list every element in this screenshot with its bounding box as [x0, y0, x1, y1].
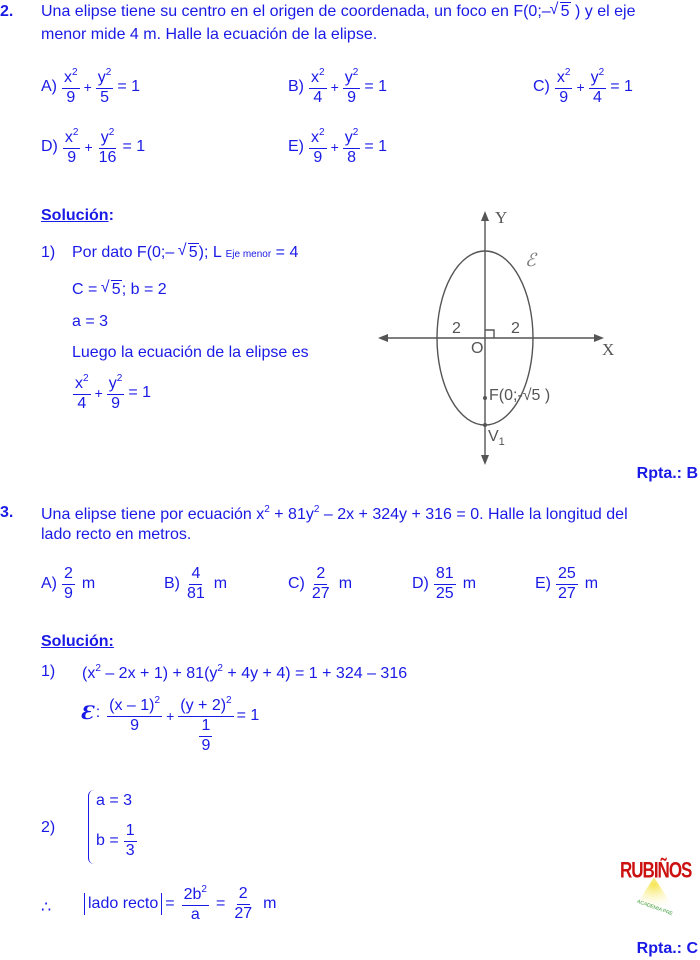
fraction-x-term: $\frac{(x - 1)^2}{9}$: [109, 695, 161, 734]
fraction-x: $\frac{x^2}{9}$: [311, 127, 325, 166]
problem-2-number: 2.: [0, 3, 14, 20]
option-a: [41, 68, 140, 107]
fraction-x: $\frac{x^2}{9}$: [556, 67, 571, 106]
sqrt-symbol: [551, 3, 571, 21]
fraction: $\frac{4}{81}$: [187, 565, 205, 602]
figure-vertex-label: $V_1$: [488, 428, 505, 449]
solution-2-step1: Por dato F(0;– √ 5); L Eje menor = 4: [72, 244, 298, 262]
fraction-y-term: $\frac{(y + 2)^2}{\frac{1}{9}}$: [180, 695, 232, 754]
option-label: E): [288, 138, 304, 156]
sqrt-value: 5: [560, 3, 570, 20]
figure-origin-label: O: [471, 340, 484, 357]
y-arrow-up-icon: [481, 211, 489, 221]
fraction: $\frac{2}{27}$: [234, 885, 253, 922]
statement-text: Una elipse tiene su centro en el origen de coordenada, un foco en F(0;–: [41, 3, 551, 20]
option-c: C) $\frac{2}{27}$ m: [288, 565, 353, 602]
figure-right-2-label: 2: [511, 320, 520, 337]
problem-3-answer: Rpta.: C: [636, 940, 698, 957]
fraction: $\frac{2}{9}$: [64, 565, 73, 602]
vertex-point: [483, 423, 487, 427]
equals-one: = 1: [117, 78, 140, 96]
fraction-y: $\frac{y^2}{9}$: [108, 373, 123, 412]
solution-2-a-value: a = 3: [72, 313, 109, 330]
fraction-x: $\frac{x^2}{9}$: [64, 127, 79, 166]
solution-3-title: Solución:: [41, 633, 114, 650]
option-label: C): [533, 78, 550, 96]
fraction: $\frac{25}{27}$: [558, 565, 576, 602]
fraction-x: $\frac{x^2}{4}$: [75, 373, 89, 412]
statement-text-end: ) y el eje: [575, 3, 636, 20]
option-label: A): [41, 78, 57, 96]
problem-3-number: 3.: [0, 504, 14, 521]
solution-2-luego: Luego la ecuación de la elipse es: [72, 344, 309, 361]
focus-point: [483, 396, 487, 400]
solution-3-step1-label: 1): [41, 663, 56, 680]
problem-2-statement-line1: [41, 3, 636, 21]
fraction-y: $\frac{y^2}{4}$: [590, 67, 605, 106]
figure-y-label: Y: [495, 208, 508, 227]
fraction: $\frac{1}{3}$: [125, 822, 135, 859]
brace-icon: [88, 790, 95, 864]
equals-one: = 1: [128, 384, 151, 402]
fraction: $\frac{81}{25}$: [435, 565, 454, 602]
solution-2-final-equation: [72, 374, 151, 413]
option-a: A) $\frac{2}{9}$ m: [41, 565, 96, 602]
plus-sign: +: [84, 139, 93, 156]
fraction-y: $\frac{y^2}{8}$: [344, 127, 359, 166]
problem-3-statement-line2: lado recto en metros.: [41, 526, 192, 543]
fraction: $\frac{2}{27}$: [311, 565, 330, 602]
figure-curve-label: ℰ: [525, 250, 536, 271]
solution-3-standard-equation: Ɛ : $\frac{(x - 1)^2}{9}$ + $\frac{(y + 2)^2}{\frac{1}{9}}$ = 1: [80, 695, 260, 754]
b-equals: b = $\frac{1}{3}$: [96, 822, 135, 859]
ellipse-symbol: Ɛ: [80, 702, 94, 724]
fraction-y: $\frac{y^2}{9}$: [344, 67, 359, 106]
fraction-x: $\frac{x^2}{4}$: [311, 67, 325, 106]
sqrt-symbol: √ 5: [179, 244, 199, 262]
fraction: $\frac{2b^2}{a}$: [183, 884, 207, 923]
option-b: [288, 68, 387, 107]
plus-sign: +: [94, 385, 103, 402]
equals-one: = 1: [122, 138, 146, 156]
fraction-y: $\frac{y^2}{16}$: [98, 127, 117, 166]
problem-2-answer: Rpta.: B: [636, 465, 698, 482]
y-arrow-down-icon: [481, 455, 489, 465]
equals-one: = 1: [364, 78, 387, 96]
plus-sign: +: [576, 79, 585, 96]
subscript-eje-menor: Eje menor: [225, 249, 272, 260]
x-arrow-left-icon: [378, 334, 388, 342]
solution-2-title: Solución:: [41, 207, 114, 224]
equals-one: = 1: [364, 138, 387, 156]
option-e: E) $\frac{25}{27}$ m: [535, 565, 599, 602]
plus-sign: +: [83, 79, 92, 96]
figure-left-2-label: 2: [452, 320, 461, 337]
sqrt-symbol: √ 5: [102, 281, 122, 299]
solution-3-step2-label: 2): [41, 819, 56, 836]
option-label: D): [41, 138, 58, 156]
solution-2-c-value: C = √ 5; b = 2: [72, 281, 167, 299]
problem-3-statement-line1: Una elipse tiene por ecuación $x^2 + 81y^2 - 2x + 324y + 316 = 0$. Halle la longitud del: [41, 504, 628, 523]
option-d: D) $\frac{81}{25}$ m: [412, 565, 477, 602]
a-equals: a = 3: [96, 792, 133, 809]
option-d: [41, 128, 145, 167]
plus-sign: +: [330, 79, 339, 96]
therefore-symbol: ∴: [41, 899, 52, 916]
logo-subtext: ACADEMIA PRE: [636, 898, 674, 918]
absolute-value: lado recto: [84, 893, 162, 915]
solution-3-step1-equation: $(x^2 - 2x + 1) + 81(y^2 + 4y + 4) = 1 + 324 - 316$: [82, 663, 408, 682]
solution-2-step1-label: 1): [41, 244, 56, 261]
problem-2-statement-line2: menor mide 4 m. Halle la ecuación de la elipse.: [41, 26, 378, 43]
option-b: B) $\frac{4}{81}$ m: [164, 565, 228, 602]
option-e: [288, 128, 387, 167]
option-c: [533, 68, 633, 107]
fraction-x: $\frac{x^2}{9}$: [64, 67, 78, 106]
rubinos-logo: [616, 855, 692, 925]
option-label: B): [288, 78, 304, 96]
fraction-y: $\frac{y^2}{5}$: [97, 67, 112, 106]
right-angle-marker: [485, 330, 494, 338]
plus-sign: +: [330, 139, 339, 156]
lado-recto-result: lado recto = $\frac{2b^2}{a}$ = $\frac{2}{27}$ m: [84, 885, 276, 924]
figure-focus-label: F(0;-√5 ): [489, 387, 551, 404]
figure-x-label: X: [602, 340, 615, 359]
logo-text: RUBIÑOS: [620, 858, 692, 883]
equals-one: = 1: [610, 78, 633, 96]
